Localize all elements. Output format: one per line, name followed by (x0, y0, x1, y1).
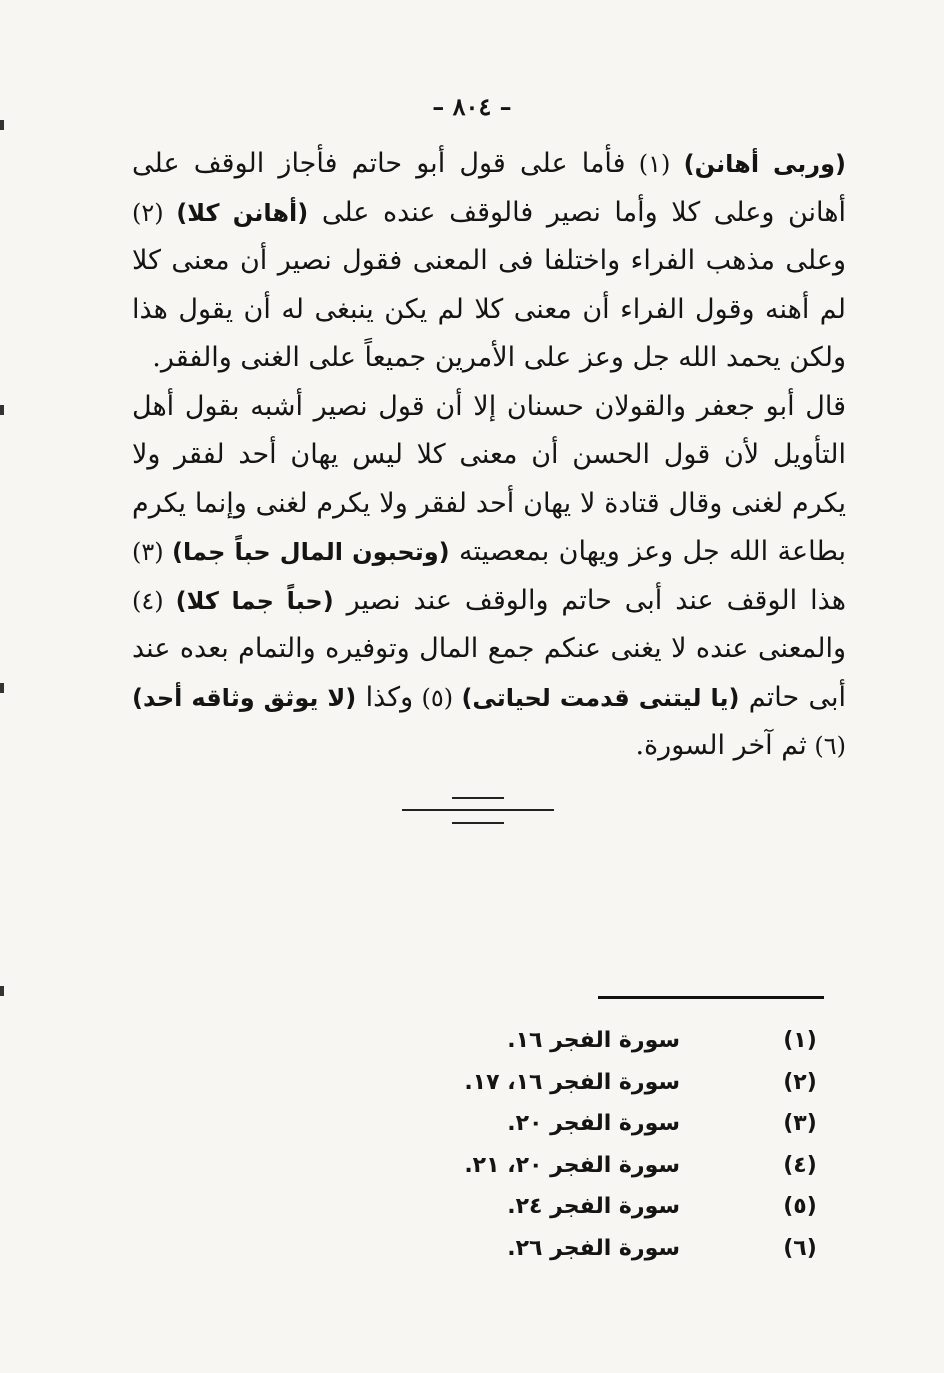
footnote-text: سورة الفجر ٢٤. (507, 1194, 680, 1220)
page-number: – ٨٠٤ – (432, 92, 512, 121)
footnote-text: سورة الفجر ١٦. (507, 1028, 680, 1054)
footnote-ref: (٦) (806, 732, 846, 760)
footnote-number: (٦) (783, 1235, 817, 1261)
footnote-number: (٥) (783, 1194, 817, 1220)
margin-mark (0, 683, 4, 693)
footnote-separator (598, 996, 824, 999)
paragraph-text: قال أبو جعفر والقولان حسنان إلا أن قول نصير أشبه بقول أهل التأويل لأن قول الحسن أن معنى كلا ليس يهان أحد لفقر ولا يكرم لغنى وقال قتادة لا يهان أحد لفقر ولا يكرم لغنى وإنما يكرم بطاعة الله جل وعز ويهان بمعصيته (132, 390, 846, 567)
margin-mark (0, 405, 4, 415)
footnote-item (430, 1062, 830, 1104)
footnote-item (430, 1020, 830, 1062)
footnote-ref: (١) (625, 150, 684, 178)
paragraph (132, 383, 846, 771)
paragraph-text: فأما على قول أبو حاتم فأجاز الوقف على أهانن وعلى كلا وأما نصير فالوقف عنده على (132, 148, 846, 228)
footnote-item (430, 1103, 830, 1145)
footnote-number: (٢) (783, 1069, 817, 1095)
footnote-text: سورة الفجر ٢٦. (507, 1235, 680, 1261)
footnote-text: سورة الفجر ١٦، ١٧. (464, 1069, 680, 1095)
quran-quote: (حباً جما كلا) (175, 586, 334, 615)
quran-quote: (يا ليتنى قدمت لحياتى) (461, 683, 740, 712)
quran-quote: (وتحبون المال حباً جما) (172, 538, 450, 566)
footnote-ref: (٥) (413, 683, 462, 712)
footnote-item (430, 1186, 830, 1228)
paragraph-text: هذا الوقف عند أبى حاتم والوقف عند نصير (333, 584, 846, 616)
paragraph-text: ثم آخر السورة. (635, 730, 807, 761)
paragraph-text: والمعنى عنده لا يغنى عنكم جمع المال وتوفيره والتمام بعده عند أبى حاتم (132, 633, 847, 713)
section-end-rule-top (452, 797, 504, 799)
footnote-number: (٣) (783, 1111, 817, 1137)
section-end-rule-bottom (452, 822, 504, 824)
main-text (132, 140, 846, 771)
quran-quote: (لا يوثق وثاقه أحد) (132, 683, 357, 712)
footnotes-list (430, 1020, 830, 1269)
section-end-rule-middle (402, 809, 554, 811)
quran-quote: (أهانن كلا) (176, 198, 309, 227)
footnote-number: (٤) (783, 1152, 817, 1178)
footnote-item (430, 1228, 830, 1270)
paragraph-text: وعلى مذهب الفراء واختلفا فى المعنى فقول نصير أن معنى كلا لم أهنه وقول الفراء أن معنى كلا لم يكن ينبغى له أن يقول هذا ولكن يحمد الله جل وعز على الأمرين جميعاً على الغنى والفقر. (132, 245, 846, 373)
footnote-ref: (٤) (132, 586, 176, 615)
footnote-text: سورة الفجر ٢٠، ٢١. (464, 1152, 680, 1178)
footnote-ref: (٣) (132, 538, 173, 566)
footnote-number: (١) (783, 1028, 817, 1054)
margin-mark (0, 986, 4, 996)
paragraph-text: وكذا (356, 681, 414, 713)
footnote-ref: (٢) (132, 198, 177, 227)
margin-mark (0, 120, 4, 130)
quran-quote: (وربى أهانن) (683, 150, 846, 178)
footnote-item (430, 1145, 830, 1187)
footnote-text: سورة الفجر ٢٠. (507, 1111, 680, 1137)
paragraph (132, 140, 846, 383)
